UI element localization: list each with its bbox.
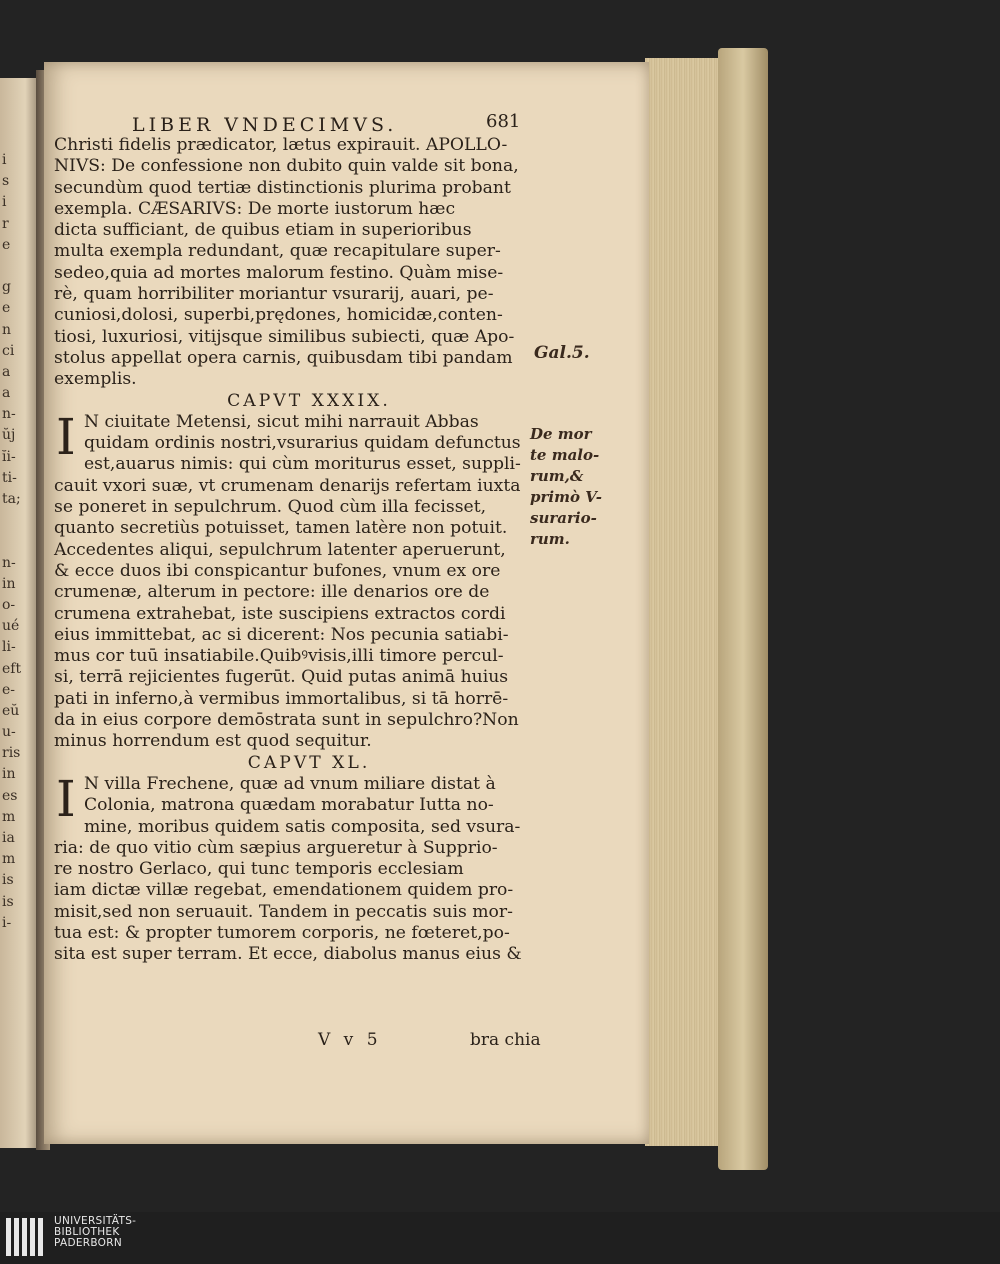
marginal-note-line: rum. [530,530,570,548]
marginal-note-line: De mor [530,425,592,443]
text-line: mus cor tuū insatiabile.Quibꝰvisis,illi timore percul- [54,646,504,667]
left-margin-fragment: e [2,236,11,253]
left-margin-fragment: n- [2,554,16,571]
text-line: secundùm quod tertiæ distinctionis plurima probant [54,177,511,198]
left-margin-fragment: i [2,152,7,168]
text-line: rè, quam horribiliter moriantur vsurarij, auari, pe- [54,284,494,305]
text-line: Colonia, matrona quædam morabatur Iutta no- [84,795,494,816]
book-cover-edge [718,48,768,1170]
text-line: crumena extrahebat, iste suscipiens extractos cordi [54,603,506,624]
text-line: misit,sed non seruauit. Tandem in peccatis suis mor- [54,901,513,922]
text-line: Accedentes aliqui, sepulchrum latenter aperuerunt, [54,539,506,560]
text-line: multa exempla redundant, quæ recapitulare super- [54,241,501,262]
paragraph-chapter-40 [54,769,534,966]
left-margin-fragment: s [2,173,10,190]
footer-bar [0,1212,1000,1264]
left-page-fragments [2,150,32,934]
text-line: Christi fidelis prædicator, lætus expirauit. APOLLO- [54,135,508,155]
left-margin-fragment: is [2,893,14,910]
text-line: dicta sufficiant, de quibus etiam in superioribus [54,220,472,241]
marginal-note [530,424,602,550]
text-line: crumenæ, alterum in pectore: ille denarios ore de [54,582,490,603]
left-margin-fragment: g [2,279,11,296]
left-margin-fragment: ia [2,830,15,846]
left-margin-fragment [2,510,32,531]
drop-cap: I [56,407,76,466]
left-margin-fragment: eft [2,660,22,677]
left-margin-fragment: eŭ [2,702,20,719]
signature-mark: V v 5 [318,1030,382,1050]
left-margin-fragment: li- [2,639,16,656]
main-text [54,135,534,966]
paragraph-intro [54,135,534,391]
left-margin-fragment: ci [2,342,15,359]
page-fore-edge [645,58,725,1146]
text-line: N ciuitate Metensi, sicut mihi narrauit Abbas [84,411,479,432]
left-margin-fragment: r [2,215,9,232]
left-margin-fragment: ĭi- [2,448,16,465]
left-margin-fragment: u- [2,724,16,741]
text-line: cauit vxori suæ, vt crumenam denarijs refertam iuxta [54,475,521,496]
library-logo-icon [6,1216,46,1258]
left-margin-fragment: a [2,385,11,402]
chapter-heading-39: CAPVT XXXIX. [227,390,391,411]
left-margin-fragment: ta; [2,491,21,507]
left-margin-fragment: n- [2,406,16,423]
text-line: est,auarus nimis: qui cùm moriturus esset, suppli- [84,454,521,475]
text-line: sita est super terram. Et ecce, diabolus manus eius & [54,944,522,965]
left-margin-fragment: es [2,787,18,804]
text-line: pati in inferno,à vermibus immortalibus, si tā horrē- [54,688,509,709]
library-name-line: BIBLIOTHEK [54,1226,120,1238]
text-line: cuniosi,dolosi, superbi,prędones, homicidæ,conten- [54,305,503,326]
text-line: eius immittebat, ac si dicerent: Nos pecunia satiabi- [54,624,509,645]
text-line: ria: de quo vitio cùm sæpius argueretur à Supprio- [54,837,498,858]
text-line: NIVS: De confessione non dubito quin valde sit bona, [54,156,519,177]
marginal-note-line: rum,& [530,467,584,485]
left-margin-fragment: ué [2,618,20,635]
text-line: se poneret in sepulchrum. Quod cùm illa fecisset, [54,497,487,518]
text-line: minus horrendum est quod sequitur. [54,731,372,752]
paragraph-chapter-39 [54,407,534,753]
marginal-note-line: primò V- [530,488,602,506]
chapter-heading-40: CAPVT XL. [247,752,371,773]
left-margin-fragment: in [2,575,16,592]
text-line: da in eius corpore demōstrata sunt in sepulchro?Non [54,710,519,731]
left-margin-fragment: is [2,872,14,889]
text-line: tiosi, luxuriosi, vitijsque similibus subiecti, quæ Apo- [54,326,515,347]
left-margin-fragment: o- [2,596,16,613]
text-line: iam dictæ villæ regebat, emendationem quidem pro- [54,880,514,901]
left-margin-fragment: ŭj [2,427,16,444]
left-margin-fragment: in [2,766,16,783]
left-margin-fragment: e- [2,681,16,698]
text-line: tua est: & propter tumorem corporis, ne fœteret,po- [54,922,510,943]
left-margin-fragment: m [2,851,16,868]
text-line: re nostro Gerlaco, qui tunc temporis ecclesiam [54,859,464,880]
left-margin-fragment: i- [2,914,12,931]
marginal-note-line: te malo- [530,446,600,464]
left-margin-fragment [2,531,32,552]
library-name [54,1216,136,1249]
library-name-line: UNIVERSITÄTS- [54,1215,137,1227]
left-margin-fragment: ti- [2,469,17,486]
text-line: exemplis. [54,369,137,390]
page-number: 681 [486,111,521,132]
text-line: mine, moribus quidem satis composita, sed vsura- [84,816,521,837]
left-margin-fragment: a [2,363,11,380]
left-margin-fragment: n [2,321,12,338]
library-name-line: PADERBORN [54,1237,122,1249]
catchword: bra chia [470,1030,541,1050]
text-line: quanto secretiùs potuisset, tamen latère non potuit. [54,518,508,539]
left-margin-fragment: ris [2,745,21,762]
text-line: & ecce duos ibi conspicantur bufones, vnum ex ore [54,560,501,581]
text-line: quidam ordinis nostri,vsurarius quidam defunctus [84,433,521,454]
left-margin-fragment [2,256,32,277]
text-line: si, terrā rejicientes fugerūt. Quid putas animā huius [54,667,509,688]
text-line: sedeo,quia ad mortes malorum festino. Quàm mise- [54,262,504,283]
left-margin-fragment: m [2,808,16,825]
text-line: stolus appellat opera carnis, quibusdam tibi pandam [54,347,513,368]
left-margin-fragment: i [2,194,7,211]
left-margin-fragment: e [2,300,11,317]
running-title: LIBER VNDECIMVS. [132,114,398,136]
text-line: N villa Frechene, quæ ad vnum miliare distat à [84,773,496,794]
drop-cap: I [56,769,76,828]
marginal-note-line: surario- [530,509,597,527]
text-line: exempla. CÆSARIVS: De morte iustorum hæc [54,198,456,219]
marginal-reference: Gal.5. [534,343,590,363]
